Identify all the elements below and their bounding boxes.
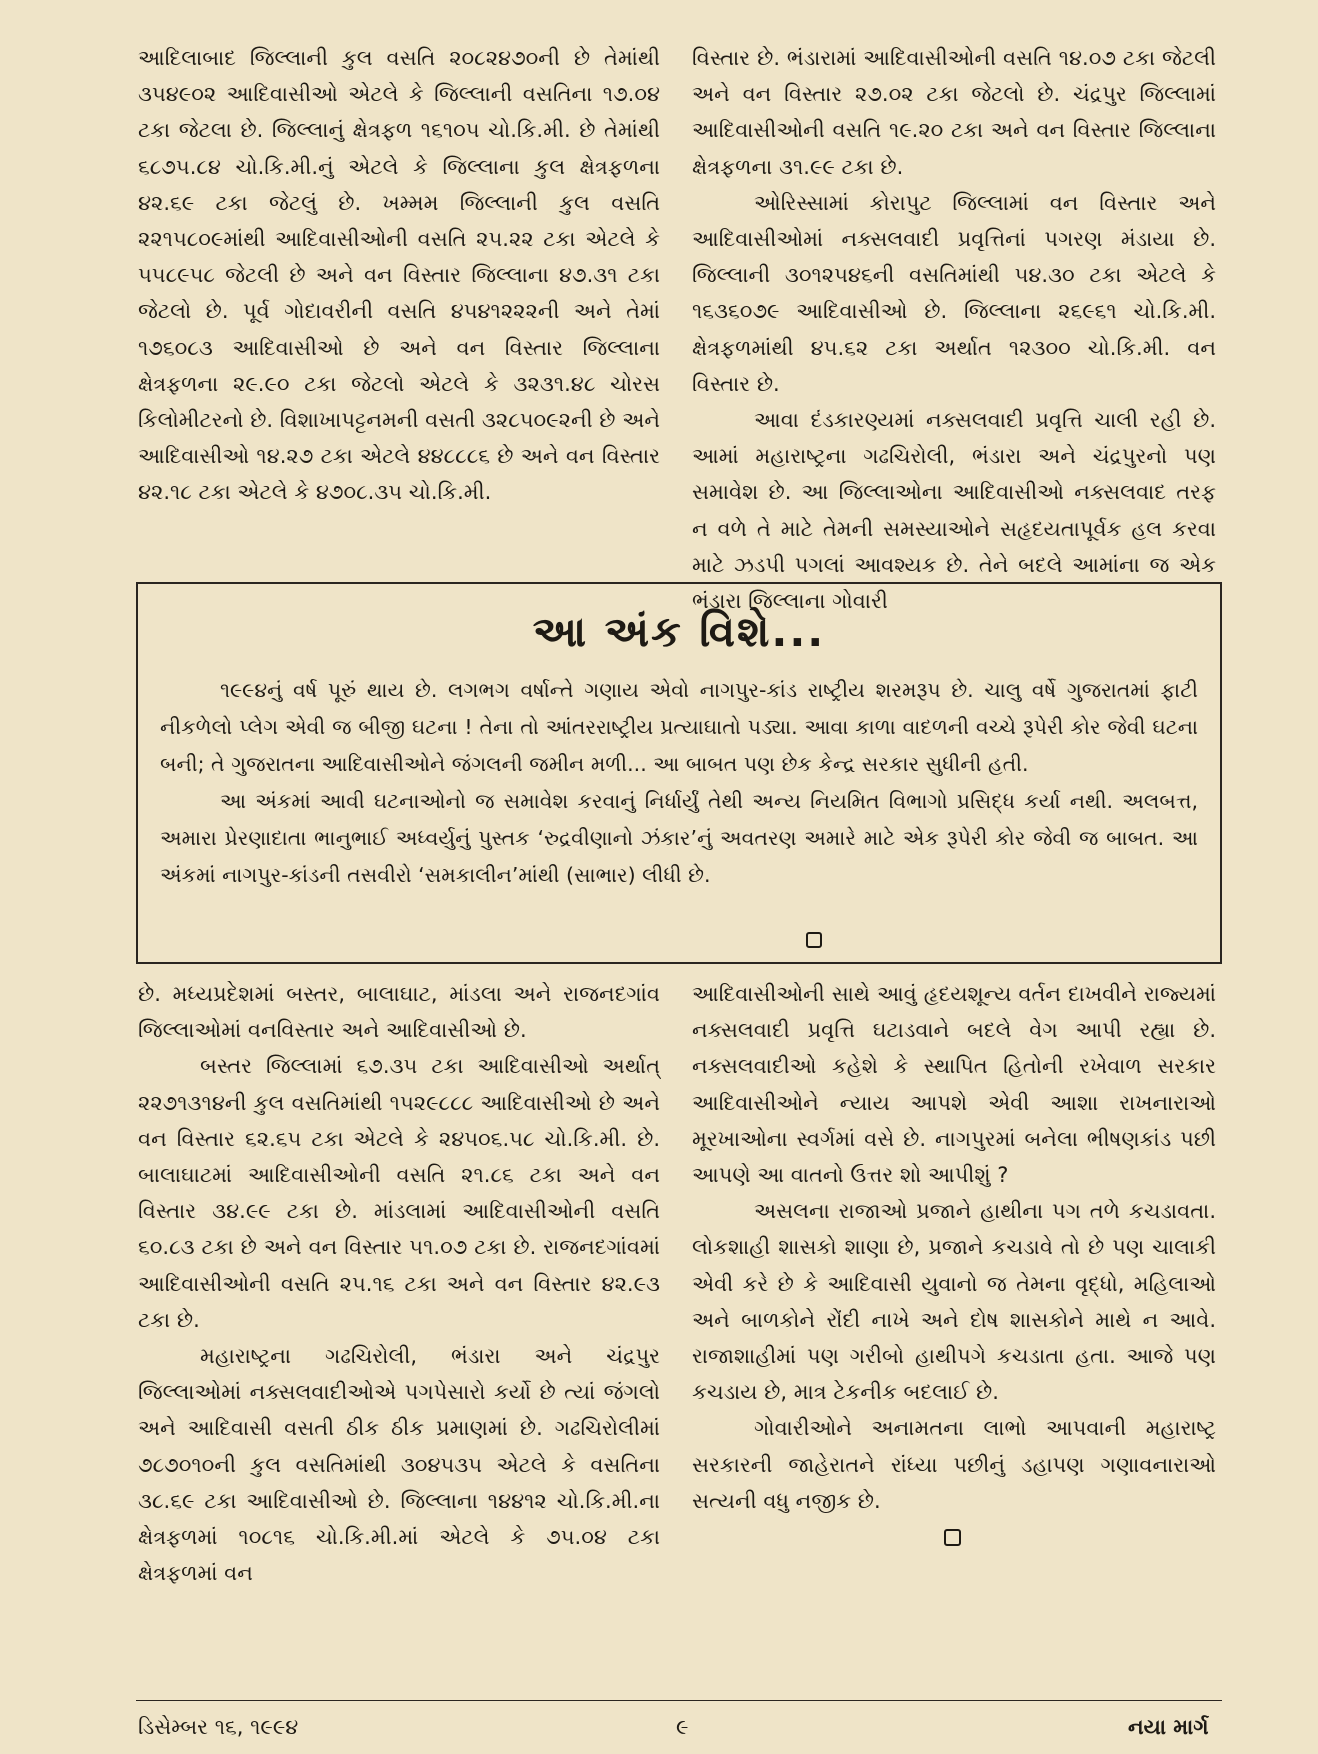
end-square-icon xyxy=(806,932,822,948)
article-column-top-right xyxy=(692,40,1216,614)
footer-date: ડિસેમ્બર ૧૬, ૧૯૯૪ xyxy=(138,1715,299,1739)
paragraph: અસલના રાજાઓ પ્રજાને હાથીના પગ તળે કચડાવતા. લોકશાહી શાસકો શાણા છે, પ્રજાને કચડાવે તો છે પણ ચાલાકી એવી કરે છે કે આદિવાસી યુવાનો જ તેમના વૃદ્ધો, મહિલાઓ અને બાળકોને રોંદી નાખે અને દોષ શાસકોને માથે ન આવે. રાજાશાહીમાં પણ ગરીબો હાથીપગે કચડાતા હતા. આજે પણ કચડાય છે, માત્ર ટેકનીક બદલાઈ છે. xyxy=(692,1199,1216,1405)
box-paragraph: ૧૯૯૪નું વર્ષ પૂરું થાય છે. લગભગ વર્ષાન્તે ગણાય એવો નાગપુર-કાંડ રાષ્ટ્રીય શરમરૂપ છે. ચાલુ વર્ષે ગુજરાતમાં ફાટી નીકળેલો પ્લેગ એવી જ બીજી ઘટના ! તેના તો આંતરરાષ્ટ્રીય પ્રત્યાઘાતો પડ્યા. આવા કાળા વાદળની વચ્ચે રૂપેરી કોર જેવી ઘટના બની; તે ગુજરાતના આદિવાસીઓને જંગલની જમીન મળી... આ બાબત પણ છેક કેન્દ્ર સરકાર સુધીની હતી. xyxy=(160,678,1198,776)
box-paragraph: આ અંકમાં આવી ઘટનાઓનો જ સમાવેશ કરવાનું નિર્ધાર્યું તેથી અન્ય નિયમિત વિભાગો પ્રસિદ્ધ કર્યા નથી. અલબત્ત, અમારા પ્રેરણાદાતા ભાનુભાઈ અધ્વર્યુનું પુસ્તક ‘રુદ્રવીણાનો ઝંકાર’નું અવતરણ અમારે માટે એક રૂપેરી કોર જેવી જ બાબત. આ અંકમાં નાગપુર-કાંડની તસવીરો ‘સમકાલીન’માંથી (સાભાર) લીધી છે. xyxy=(160,789,1198,887)
paragraph: મહારાષ્ટ્રના ગઢચિરોલી, ભંડારા અને ચંદ્રપુર જિલ્લાઓમાં નક્સલવાદીઓએ પગપેસારો કર્યો છે ત્યાં જંગલો અને આદિવાસી વસતી ઠીક ઠીક પ્રમાણમાં છે. ગઢચિરોલીમાં ૭૮૭૦૧૦ની કુલ વસતિમાંથી ૩૦૪૫૩૫ એટલે કે વસતિના ૩૮.૬૯ ટકા આદિવાસીઓ છે. જિલ્લાના ૧૪૪૧૨ ચો.કિ.મી.ના ક્ષેત્રફળમાં ૧૦૮૧૬ ચો.કિ.મી.માં એટલે કે ૭૫.૦૪ ટકા ક્ષેત્રફળમાં વન xyxy=(138,1344,660,1586)
paragraph: વિસ્તાર છે. ભંડારામાં આદિવાસીઓની વસતિ ૧૪.૦૭ ટકા જેટલી અને વન વિસ્તાર ૨૭.૦૨ ટકા જેટલો છે. ચંદ્રપુર જિલ્લામાં આદિવાસીઓની વસતિ ૧૯.૨૦ ટકા અને વન વિસ્તાર જિલ્લાના ક્ષેત્રફળના ૩૧.૯૯ ટકા છે. xyxy=(692,46,1216,179)
article-column-bottom-right xyxy=(692,976,1216,1546)
page-number: ૯ xyxy=(676,1715,689,1739)
article-column-bottom-left xyxy=(138,976,660,1591)
box-body xyxy=(160,672,1198,894)
article-column-top-left xyxy=(138,40,660,511)
end-square-icon xyxy=(944,1529,961,1546)
paragraph: ગોવારીઓને અનામતના લાભો આપવાની મહારાષ્ટ્ર સરકારની જાહેરાતને રાંધ્યા પછીનું ડહાપણ ગણાવનારાઓ સત્યની વધુ નજીક છે. xyxy=(692,1416,1216,1513)
paragraph: આદિવાસીઓની સાથે આવું હૃદયશૂન્ય વર્તન દાખવીને રાજ્યમાં નક્સલવાદી પ્રવૃત્તિ ઘટાડવાને બદલે વેગ આપી રહ્યા છે. નક્સલવાદીઓ કહેશે કે સ્થાપિત હિતોની રખેવાળ સરકાર આદિવાસીઓને ન્યાય આપશે એવી આશા રાખનારાઓ મૂરખાઓના સ્વર્ગમાં વસે છે. નાગપુરમાં બનેલા ભીષણકાંડ પછી આપણે આ વાતનો ઉત્તર શો આપીશું ? xyxy=(692,982,1216,1188)
paragraph: બસ્તર જિલ્લામાં ૬૭.૩૫ ટકા આદિવાસીઓ અર્થાત્ ૨૨૭૧૩૧૪ની કુલ વસતિમાંથી ૧૫૨૯૮૮૮ આદિવાસીઓ છે અને વન વિસ્તાર ૬૨.૬૫ ટકા એટલે કે ૨૪૫૦૬.૫૮ ચો.કિ.મી. છે. બાલાઘાટમાં આદિવાસીઓની વસતિ ૨૧.૮૬ ટકા અને વન વિસ્તાર ૩૪.૯૯ ટકા છે. માંડલામાં આદિવાસીઓની વસતિ ૬૦.૮૩ ટકા છે અને વન વિસ્તાર ૫૧.૦૭ ટકા છે. રાજનદગાંવમાં આદિવાસીઓની વસતિ ૨૫.૧૬ ટકા અને વન વિસ્તાર ૪૨.૯૩ ટકા છે. xyxy=(138,1054,660,1332)
paragraph: આવા દંડકારણ્યમાં નક્સલવાદી પ્રવૃત્તિ ચાલી રહી છે. આમાં મહારાષ્ટ્રના ગઢચિરોલી, ભંડારા અને ચંદ્રપુરનો પણ સમાવેશ છે. આ જિલ્લાઓના આદિવાસીઓ નક્સલવાદ તરફ ન વળે તે માટે તેમની સમસ્યાઓને સહૃદયતાપૂર્વક હલ કરવા માટે ઝડપી પગલાં આવશ્યક છે. તેને બદલે આમાંના જ એક ભંડારા જિલ્લાના ગોવારી xyxy=(692,408,1216,614)
paragraph: આદિલાબાદ જિલ્લાની કુલ વસતિ ૨૦૮૨૪૭૦ની છે તેમાંથી ૩૫૪૯૦૨ આદિવાસીઓ એટલે કે જિલ્લાની વસતિના ૧૭.૦૪ ટકા જેટલા છે. જિલ્લાનું ક્ષેત્રફળ ૧૬૧૦૫ ચો.કિ.મી. છે તેમાંથી ૬૮૭૫.૮૪ ચો.કિ.મી.નું એટલે કે જિલ્લાના કુલ ક્ષેત્રફળના ૪૨.૬૯ ટકા જેટલું છે. ખમ્મમ જિલ્લાની કુલ વસતિ ૨૨૧૫૮૦૯માંથી આદિવાસીઓની વસતિ ૨૫.૨૨ ટકા એટલે કે ૫૫૮૯૫૮ જેટલી છે અને વન વિસ્તાર જિલ્લાના ૪૭.૩૧ ટકા જેટલો છે. પૂર્વ ગોદાવરીની વસતિ ૪૫૪૧૨૨૨ની અને તેમાં ૧૭૬૦૮૩ આદિવાસીઓ છે અને વન વિસ્તાર જિલ્લાના ક્ષેત્રફળના ૨૯.૯૦ ટકા જેટલો એટલે કે ૩૨૩૧.૪૮ ચોરસ કિલોમીટરનો છે. વિશાખાપટ્ટનમની વસતી ૩૨૮૫૦૯૨ની છે અને આદિવાસીઓ ૧૪.૨૭ ટકા એટલે ૪૪૮૮૮૬ છે અને વન વિસ્તાર ૪૨.૧૮ ટકા એટલે કે ૪૭૦૮.૩૫ ચો.કિ.મી. xyxy=(138,46,660,505)
about-issue-box xyxy=(136,582,1222,964)
paragraph: ઓરિસ્સામાં કોરાપુટ જિલ્લામાં વન વિસ્તાર અને આદિવાસીઓમાં નક્સલવાદી પ્રવૃત્તિનાં પગરણ મંડાયા છે. જિલ્લાની ૩૦૧૨૫૪૬ની વસતિમાંથી ૫૪.૩૦ ટકા એટલે કે ૧૬૩૬૦૭૯ આદિવાસીઓ છે. જિલ્લાના ૨૬૯૬૧ ચો.કિ.મી. ક્ષેત્રફળમાંથી ૪૫.૬૨ ટકા અર્થાત ૧૨૩૦૦ ચો.કિ.મી. વન વિસ્તાર છે. xyxy=(692,190,1216,396)
paragraph: છે. મધ્યપ્રદેશમાં બસ્તર, બાલાઘાટ, માંડલા અને રાજનદગાંવ જિલ્લાઓમાં વનવિસ્તાર અને આદિવાસીઓ છે. xyxy=(138,982,660,1043)
box-title: આ અંક વિશે... xyxy=(532,607,826,656)
footer-rule xyxy=(136,1700,1222,1701)
magazine-name: નયા માર્ગ xyxy=(1128,1715,1209,1739)
